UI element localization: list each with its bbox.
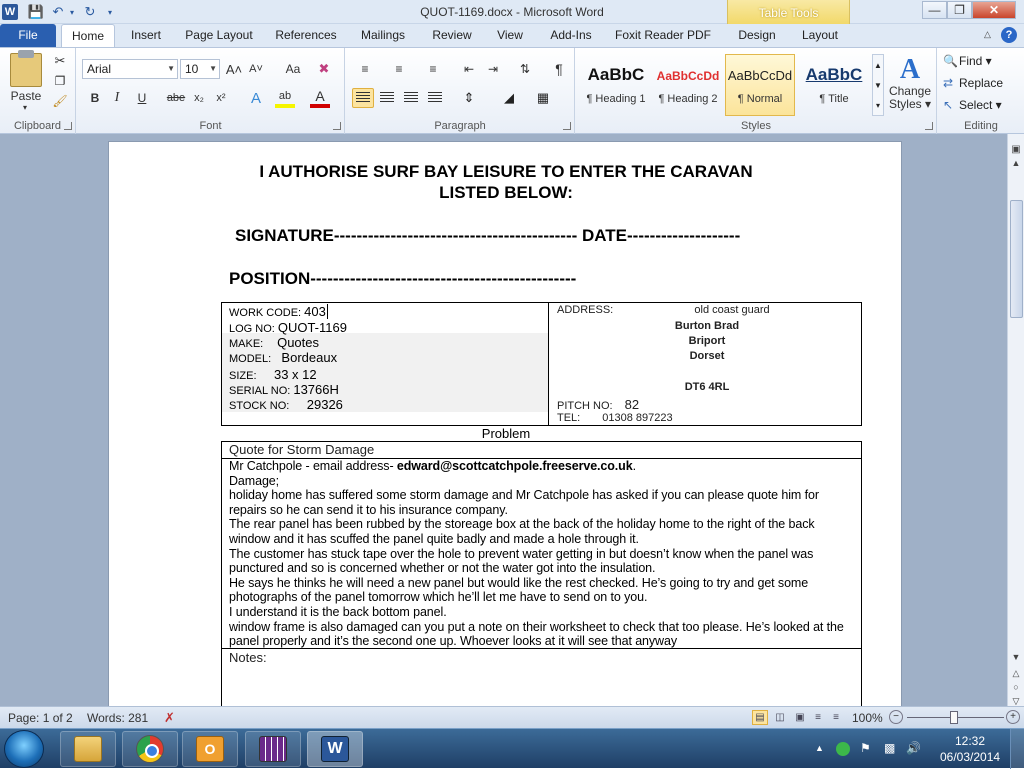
app-icon: [259, 736, 287, 762]
detail-label: SIZE:: [229, 370, 257, 382]
style-label: ¶ Title: [819, 93, 849, 105]
status-bar: [0, 706, 1024, 728]
title-bar: [0, 0, 1024, 24]
proofing-error-icon[interactable]: ✗: [164, 710, 175, 725]
copy-icon[interactable]: ❐: [54, 74, 66, 88]
replace-button[interactable]: [943, 74, 1003, 92]
font-group-label: Font: [199, 120, 222, 132]
clear-formatting-icon[interactable]: ✖: [318, 61, 330, 76]
chevron-down-icon: ▼: [209, 64, 217, 73]
style-sample: AaBbCcDd: [656, 69, 720, 83]
customize-qat-icon[interactable]: ▾: [107, 7, 112, 17]
style-sample: AaBbC: [587, 65, 645, 84]
signature-line: SIGNATURE------------------------------------------- DATE--------------------: [235, 226, 741, 245]
tel-value: 01308 897223: [602, 412, 673, 424]
word-icon: W: [321, 736, 349, 762]
address-line-3: Briport: [688, 335, 726, 347]
scroll-down-icon[interactable]: ▼: [1011, 652, 1021, 662]
grow-font-icon[interactable]: A˄: [225, 61, 243, 77]
previous-page-icon[interactable]: △: [1012, 667, 1020, 678]
numbering-icon[interactable]: ≡: [395, 62, 403, 76]
tab-mailings[interactable]: Mailings: [360, 28, 405, 42]
outlook-icon: O: [196, 736, 224, 762]
page-count[interactable]: Page: 1 of 2: [8, 711, 73, 725]
vertical-scrollbar[interactable]: [1007, 134, 1024, 706]
find-label: Find ▾: [959, 54, 992, 68]
show-desktop-button[interactable]: [1010, 729, 1024, 769]
detail-value: 403: [304, 304, 326, 319]
problem-paragraph: Damage;: [229, 473, 280, 488]
bullets-icon[interactable]: ≡: [361, 62, 369, 76]
start-button[interactable]: [4, 730, 44, 768]
italic-button[interactable]: I: [114, 90, 120, 105]
restore-button[interactable]: [947, 1, 972, 19]
authorisation-heading-line-2: LISTED BELOW:: [439, 183, 573, 202]
problem-paragraph: The rear panel has been rubbed by the storeage box at the back of the holiday home to the right of the back window and it has scuffed the panel quite badly and made a hole through it.: [229, 517, 815, 546]
detail-row-size: [229, 367, 317, 382]
highlight-icon[interactable]: ab: [275, 88, 295, 108]
table-tools-tab-group: Table Tools: [727, 0, 850, 24]
authorisation-heading-line-1: I AUTHORISE SURF BAY LEISURE TO ENTER THE CARAVAN: [259, 162, 753, 181]
strikethrough-button[interactable]: abe: [166, 92, 186, 104]
multilevel-list-icon[interactable]: ≡: [429, 62, 437, 76]
paste-icon[interactable]: [10, 53, 42, 87]
restore-icon: ❐: [954, 3, 965, 17]
detail-value: 29326: [306, 397, 343, 412]
font-color-icon[interactable]: A: [310, 88, 330, 108]
styles-group-label: Styles: [741, 120, 771, 132]
style-heading-2[interactable]: [653, 54, 723, 116]
borders-icon[interactable]: ▦: [536, 90, 550, 105]
show-hidden-icons-icon[interactable]: ▲: [815, 743, 824, 753]
tab-references[interactable]: References: [275, 28, 337, 42]
line-spacing-icon[interactable]: ⇕: [463, 90, 475, 105]
print-layout-view-icon[interactable]: ▤: [752, 710, 768, 725]
email-line: [229, 459, 854, 474]
taskbar-explorer[interactable]: [60, 731, 116, 767]
detail-value: QUOT-1169: [277, 320, 347, 335]
text-effects-icon[interactable]: A: [250, 89, 261, 107]
paragraph-launcher-icon[interactable]: [563, 122, 571, 130]
more-icon[interactable]: ▾: [875, 100, 880, 110]
taskbar-outlook[interactable]: [182, 731, 238, 767]
find-button[interactable]: [943, 52, 992, 70]
position-line: POSITION-----------------------------------------------: [229, 269, 577, 288]
detail-label: MAKE:: [229, 338, 264, 350]
document-area[interactable]: [0, 134, 1007, 706]
pitch-no: [557, 397, 639, 412]
redo-icon[interactable]: ↻: [84, 4, 96, 19]
change-styles-button[interactable]: [887, 53, 933, 113]
pitch-label: PITCH NO:: [557, 400, 613, 412]
problem-description-cell: [221, 458, 862, 649]
binoculars-icon: 🔍: [943, 54, 958, 68]
detail-row-work-code: [229, 304, 328, 319]
superscript-button[interactable]: x²: [216, 92, 226, 104]
problem-heading: Problem: [481, 426, 531, 441]
status-green-icon[interactable]: [836, 742, 850, 756]
detail-label: STOCK NO:: [229, 400, 290, 412]
undo-icon[interactable]: ↶: [52, 4, 64, 19]
styles-launcher-icon[interactable]: [925, 122, 933, 130]
address-line-2: Burton Brad: [674, 320, 740, 332]
style-label: ¶ Heading 1: [586, 93, 646, 105]
full-screen-reading-icon[interactable]: ◫: [775, 712, 785, 723]
web-layout-icon[interactable]: ▣: [795, 712, 805, 723]
draft-view-icon[interactable]: ≡: [833, 712, 839, 723]
problem-paragraph: He says he thinks he will need a new panel but would like the rest checked. He’s going to try and get some photographs of the panel tomorrow which he’ll let me have to send on to you.: [229, 575, 809, 605]
show-formatting-icon[interactable]: ¶: [555, 61, 563, 77]
bold-button[interactable]: B: [90, 91, 100, 105]
browse-object-icon[interactable]: ○: [1013, 682, 1019, 692]
underline-button[interactable]: U: [137, 91, 147, 105]
tab-home[interactable]: Home: [61, 24, 115, 47]
detail-label: LOG NO:: [229, 323, 275, 335]
folder-icon: [74, 736, 102, 762]
detail-label: WORK CODE:: [229, 307, 302, 319]
window-title: QUOT-1169.docx - Microsoft Word: [420, 5, 604, 19]
ruler-toggle-icon[interactable]: ▣: [1011, 143, 1021, 155]
clock-date[interactable]: 06/03/2014: [940, 750, 1001, 764]
tab-design[interactable]: Design: [738, 28, 776, 42]
address-label: ADDRESS:: [557, 304, 614, 316]
font-size-select[interactable]: [180, 59, 220, 79]
address-postcode: DT6 4RL: [684, 381, 730, 393]
text-cursor: [327, 304, 328, 319]
change-case-icon[interactable]: Aa: [285, 62, 301, 76]
style-title[interactable]: [799, 54, 869, 116]
notes-cell[interactable]: [221, 648, 862, 706]
tab-file[interactable]: File: [0, 24, 56, 47]
clipboard-group-label: Clipboard: [13, 120, 62, 132]
detail-label: SERIAL NO:: [229, 385, 291, 397]
tel-label: TEL:: [557, 412, 581, 424]
font-name-value: Arial: [87, 62, 112, 76]
undo-dropdown-icon[interactable]: ▾: [69, 7, 74, 17]
styles-gallery-scroll[interactable]: [872, 54, 884, 116]
align-center-icon[interactable]: [376, 88, 398, 108]
select-label: Select ▾: [959, 98, 1002, 112]
cut-icon[interactable]: ✂: [54, 53, 66, 68]
taskbar-app[interactable]: [245, 731, 301, 767]
subscript-button[interactable]: x₂: [194, 92, 204, 104]
word-count[interactable]: Words: 281: [87, 711, 149, 725]
taskbar-word[interactable]: [307, 731, 363, 767]
minimize-button[interactable]: [922, 1, 947, 19]
shrink-font-icon[interactable]: A˅: [249, 63, 263, 75]
detail-row-make: [229, 335, 319, 350]
paste-clip-icon: [18, 50, 34, 58]
problem-paragraph: I understand it is the back bottom panel.: [229, 604, 447, 619]
style-label: ¶ Normal: [737, 93, 783, 105]
style-sample: AaBbC: [805, 65, 863, 84]
tab-foxit-reader-pdf[interactable]: Foxit Reader PDF: [614, 28, 712, 42]
select-button[interactable]: [943, 96, 1002, 114]
replace-label: Replace: [959, 76, 1004, 90]
tab-review[interactable]: Review: [432, 28, 472, 42]
volume-icon[interactable]: 🔊: [906, 741, 921, 755]
caravan-details-table: [221, 302, 862, 426]
detail-label: MODEL:: [229, 353, 272, 365]
format-painter-icon[interactable]: 🖌: [52, 94, 68, 108]
taskbar-chrome[interactable]: [122, 731, 178, 767]
align-right-icon[interactable]: [400, 88, 422, 108]
scroll-up-icon[interactable]: ▲: [1011, 158, 1021, 168]
tab-add-ins[interactable]: Add-Ins: [550, 28, 592, 42]
justify-icon[interactable]: [424, 88, 446, 108]
style-sample: AaBbCcDd: [727, 68, 793, 83]
minimize-icon: —: [928, 3, 941, 17]
change-styles-label-1: Change: [888, 84, 932, 98]
change-styles-label-2: Styles ▾: [888, 97, 932, 111]
close-icon: ✕: [988, 3, 1000, 17]
windows-taskbar: [0, 728, 1024, 768]
word-app-icon[interactable]: W: [2, 4, 18, 20]
detail-value: 13766H: [293, 382, 339, 397]
style-normal[interactable]: [725, 54, 795, 116]
font-size-value: 10: [185, 62, 199, 76]
replace-icon: ⇄: [943, 76, 954, 90]
style-heading-1[interactable]: [581, 54, 651, 116]
detail-row-model: [229, 350, 337, 365]
email-address: edward@scottcatchpole.freeserve.co.uk: [396, 459, 633, 473]
telephone: [557, 412, 673, 424]
font-name-select[interactable]: [82, 59, 178, 79]
zoom-in-button[interactable]: +: [1006, 710, 1020, 724]
detail-row-log-no: [229, 320, 347, 335]
quote-title-cell: Quote for Storm Damage: [221, 441, 862, 459]
chrome-icon: [136, 735, 164, 763]
email-suffix: .: [632, 459, 636, 473]
change-styles-icon: A: [899, 54, 921, 85]
problem-paragraph: window frame is also damaged can you put a note on their worksheet to check that too please. He’s looked at the panel properly and it’s the second one up. Whoever looks at it will see that anyway: [229, 619, 844, 649]
document-page[interactable]: [108, 141, 902, 706]
style-label: ¶ Heading 2: [658, 93, 718, 105]
action-center-flag-icon[interactable]: ⚑: [860, 741, 871, 755]
detail-value: Quotes: [277, 335, 319, 350]
notes-label: Notes:: [229, 650, 267, 665]
decrease-indent-icon[interactable]: ⇤: [463, 62, 475, 76]
network-icon[interactable]: ▩: [884, 741, 896, 755]
problem-paragraph: holiday home has suffered some storm damage and Mr Catchpole has asked if you can please quote him for repairs so he can send it to his insurance company.: [229, 488, 819, 517]
help-icon[interactable]: ?: [1001, 27, 1017, 43]
chevron-down-icon[interactable]: ▼: [874, 80, 882, 90]
cursor-icon: ↖: [943, 98, 954, 112]
zoom-level[interactable]: 100%: [852, 711, 883, 725]
minimize-ribbon-icon[interactable]: △: [984, 29, 991, 39]
tab-page-layout[interactable]: Page Layout: [185, 28, 253, 42]
detail-value: Bordeaux: [281, 350, 338, 365]
chevron-up-icon[interactable]: ▲: [874, 60, 882, 70]
font-launcher-icon[interactable]: [333, 122, 341, 130]
zoom-slider-thumb[interactable]: [950, 711, 958, 724]
tab-insert[interactable]: Insert: [130, 28, 161, 42]
close-button[interactable]: [972, 1, 1016, 19]
clock-time[interactable]: 12:32: [954, 734, 986, 748]
zoom-out-button[interactable]: −: [889, 710, 903, 724]
sort-icon[interactable]: ⇅: [519, 62, 531, 76]
detail-row-serial-no: [229, 382, 339, 397]
shading-icon[interactable]: ◢: [504, 90, 514, 105]
editing-group-label: Editing: [964, 120, 998, 132]
clipboard-launcher-icon[interactable]: [64, 122, 72, 130]
outline-view-icon[interactable]: ≡: [815, 712, 821, 723]
save-icon[interactable]: 💾: [27, 4, 45, 19]
chevron-down-icon: ▼: [167, 64, 175, 73]
pitch-value: 82: [624, 397, 640, 412]
detail-row-stock-no: [229, 397, 343, 412]
problem-paragraph: The customer has stuck tape over the hole to prevent water getting in but doesn’t know when the panel was punctured and so is concerned whether or not the water got into the insulation.: [229, 546, 814, 576]
paste-button[interactable]: Paste: [10, 89, 42, 103]
scroll-thumb[interactable]: [1010, 200, 1023, 318]
align-left-icon[interactable]: [352, 88, 374, 108]
paste-dropdown-icon[interactable]: ▾: [22, 103, 27, 112]
tab-layout[interactable]: Layout: [801, 28, 839, 42]
address-line-1: old coast guard: [694, 304, 770, 316]
tab-view[interactable]: View: [497, 28, 523, 42]
paragraph-group-label: Paragraph: [434, 120, 486, 132]
next-page-icon[interactable]: ▽: [1012, 695, 1020, 706]
caravan-details-cell: [222, 303, 549, 425]
increase-indent-icon[interactable]: ⇥: [487, 62, 499, 76]
address-line-4: Dorset: [689, 350, 725, 362]
email-prefix: Mr Catchpole - email address-: [229, 459, 397, 473]
ribbon-tabs: [0, 24, 1024, 47]
detail-value: 33 x 12: [273, 367, 317, 382]
